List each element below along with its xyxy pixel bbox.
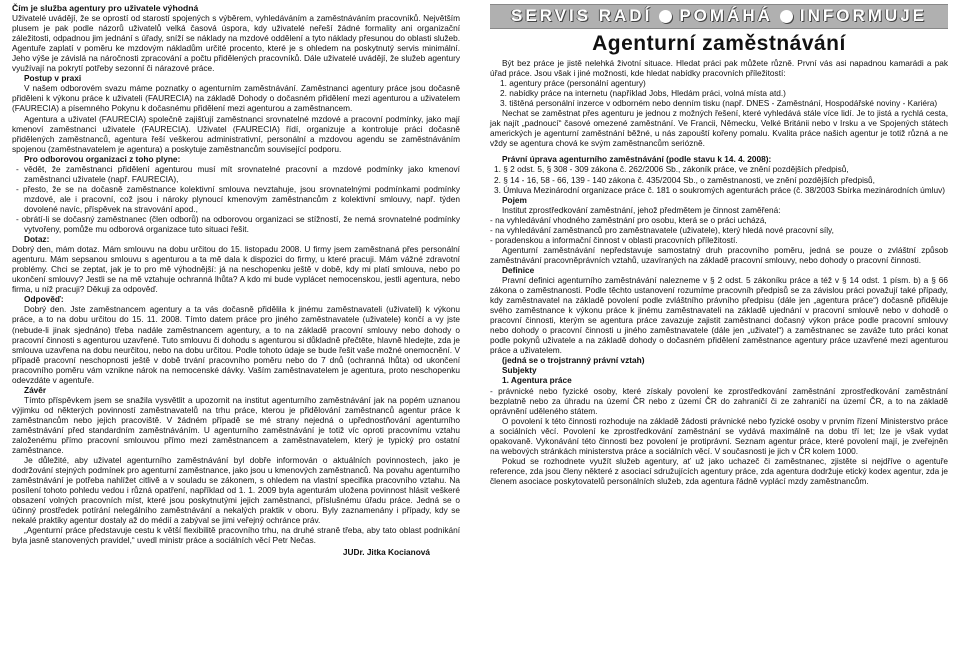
paragraph-intro: Být bez práce je jistě nelehká životní situace. Hledat práci pak můžete různě. První vás asi napadnou kamarádi a pak úřad práce. Jsou však i jiné možnosti, kde hledat nabídky pracovních příležitostí: — [490, 58, 948, 79]
heading-union: Pro odborovou organizaci z toho plyne: — [24, 153, 181, 164]
law-item: 1. § 2 odst. 5, § 308 - 309 zákona č. 262/2006 Sb., zákoník práce, ve znění pozdějších předpisů, — [494, 164, 849, 175]
law-item: 2. § 14 - 16, 58 - 66, 139 - 140 zákona č. 435/2004 Sb., o zaměstnanosti, ve znění pozdějších předpisů, — [494, 174, 875, 185]
right-column — [490, 3, 948, 486]
option-item: 2. nabídky práce na internetu (například Jobs, Hledám práci, volná místa atd.) — [500, 88, 786, 99]
concept-item: - na vyhledávání vhodného zaměstnání pro osobu, která se o práci ucházá, — [490, 214, 767, 225]
heading-subjects: Subjekty — [502, 365, 537, 376]
paragraph-concept: Institut zprostředkování zaměstnání, jehož předmětem je činnost zaměřená: — [502, 204, 781, 215]
concept-item: - poradenskou a informační činnost v oblasti pracovních příležitostí. — [490, 234, 738, 245]
heading-concept: Pojem — [502, 194, 527, 205]
paragraph-benefits: Uživatelé uvádějí, že se oprostí od starostí spojených s výběrem, vyhledáváním a zaměstnáváním pracovníků. Největším plusem je pak podle názorů uživatelů velká časová úspora, kdy uživatelé neřeší žádné formality ani organizační záležitosti, odpadnou jim jednání s úřady, sníží se náklady na mzdové oddělení a tyto náklady přesunou do oblasti služeb. Agentuře zaplatí v poměru ke mzdovým nákladům určité procento, které je s ohledem na poskytnutý servis minimální. Jeho výše je závislá na náročnosti zpracování a počtu přidělených pracovníků. Dále uživatelé uvádějí, že služeb agentury využívají na pokrytí potřeby sezonní či nárazové práce. — [12, 13, 460, 74]
heading-tripartite: (jedná se o trojstranný právní vztah) — [502, 355, 645, 366]
paragraph-answer: Dobrý den. Jste zaměstnancem agentury a ta vás dočasně přidělila k jinému zaměstnavateli (uživateli) k výkonu práce, a to na dobu určitou do 15. 11. 2008. Tímto datem práce pro jiného zaměstnavatele (uživatele) končí a vy jste (nebude-li jinak sjednáno) třeba nadále zaměstnancem agentury, a to na základě pracovní smlouvy nebo dohody o pracovní činnosti s agenturou uzavřené. Tuto smlouvu či dohodu s agenturou si důkladně přečtěte, hlavně hledejte, zda je smlouva uzavřena na dobu neurčitou, nebo na dobu určitou. Podle tohoto údaje se bude řešit vaše možné onemocnění. V případě pracovní neschopnosti ještě v době trvání pracovního poměru nebo do 7 dnů (ochranná lhůta) od ukončení pracovního poměru vám vznikne nárok na nemocenské dávky. Vaším zaměstnavatelem je agentura, proto neschopenku odevzdáte v agentuře. — [12, 304, 460, 385]
servis-banner — [490, 4, 948, 29]
paragraph-practice: V našem odborovém svazu máme poznatky o agenturním zaměstnávání. Zaměstnanci agentury práce jsou dočasně přiděleni k výkonu práce k uživateli (FAURECIA) na základě Dohody o dočasném přidělení mezi agenturou a uživatelem (FAURECIA) a písemného Pokynu k dočasnému přidělení mezi agenturou a zaměstnancem. — [12, 83, 460, 114]
paragraph-quote: „Agenturní práce představuje cestu k větší flexibilitě pracovního trhu, na druhé straně třeba, aby tato oblast podnikání byla jasně stanovených pravidel,“ uvedl ministr práce a sociálních věcí Petr Nečas. — [12, 525, 460, 546]
paragraph-question: Dobrý den, mám dotaz. Mám smlouvu na dobu určitou do 15. listopadu 2008. U firmy jsem zaměstnaná přes personální agenturu. Mám sepsanou smlouvu s agenturou a ta mě dala k dispozici do firmy, u které pracuji. Mám vážné zdravotní problémy. Chci se zeptat, jak je to pro mě výhodnější: já na neschopenku ještě v době, kdy mi platí smlouva, nebo po ukončení smlouvy? Jestli se na mě vztahuje ochranná lhůta? A kdo mi bude vyplácet nemocenskou, jestli agentura, nebo firma, u níž pracuji? Děkuji za odpověď. — [12, 244, 460, 295]
paragraph-employment-type: Agenturní zaměstnávání nepředstavuje samostatný druh pracovního poměru, jedná se pouze o zvláštní způsob zaměstnávání pracovněprávních vztahů, uzavíraných na základě pracovní smlouvy, nebo dohody o pracovní činnosti. — [490, 244, 948, 265]
heading-legal: Právní úprava agenturního zaměstnávání (podle stavu k 14. 4. 2008): — [502, 154, 772, 165]
heading-conclusion: Závěr — [24, 384, 47, 395]
agency-item: - právnické nebo fyzické osoby, které získaly povolení ke zprostředkování zaměstnání zprostředkování zaměstnání bezplatně nebo za úhradu na území ČR nebo z území ČR do zahraničí či ze zahraničí na území ČR, a to na základě oprávnění uděleného státem. — [490, 385, 948, 416]
paragraph-agency-choice: Nechat se zaměstnat přes agenturu je jednou z možných řešení, které vyhledává stále více lidí. Je to jistá a rychlá cesta, jak najít „padnoucí“ časové omezené zaměstnání. Ve Francii, Německu, Velké Británii nebo v Irsku a ve Spojených státech amerických je agenturní zaměstnání běžné, u nás zapouští kořeny pomalu. Kvalita práce našich agentur je totiž různá a ne vždy se agentura chová ke svým zaměstnancům seriózně. — [490, 108, 948, 149]
banner-word: SERVIS RADÍ — [510, 6, 653, 26]
paragraph-definition: Pravní definici agenturního zaměstnávání nalezneme v § 2 odst. 5 zákoníku práce a též v § 14 odst. 1 písm. b) a § 66 zákona o zaměstnanosti. Podle těchto ustanovení rozumíme pracovníh předpisů se za závislou práci považují také případy, kdy zaměstnavatel na základě povolení podle zvláštního právního předpisu (dále jen „agentura práce“) dočasně přiděluje svého zaměstnance k výkonu práce k jinému zaměstnavateli na základě ujednání v pracovní smlouvě nebo v dohodě o pracovní činnosti, kterým se agentura práce zavazuje zajistit zaměstnanci dočasný výkon práce podle pracovní smlouvy nebo dohody o pracovní činnosti u jiného zaměstnavatele (dále jen „uživatel“) a zaměstnanec se zaváže tuto práci konat podle pokynů uživatele a na základě dohody o dočasném přidělení zaměstnance agentury práce uzavřené mezi agenturou práce a uživatelem. — [490, 274, 948, 356]
left-column — [12, 3, 460, 557]
banner-word: POMÁHÁ — [679, 6, 773, 26]
heading-answer: Odpověď: — [24, 294, 64, 305]
heading-practice: Postup v praxi — [24, 73, 82, 84]
union-bullet: - obrátí-li se dočasný zaměstnanec (člen odborů) na odborovou organizaci se stížností, že nemá srovnatelné podmínky vytvořeny, pomůže mu odborová organizace tuto situaci řešit. — [16, 213, 460, 235]
paragraph-conclusion-2: Je důležité, aby uživatel agenturního zaměstnávání byl dobře informován o aktuálních povinnostech, jako je dodržování stejných podmínek pro agenturní zaměstnance, jako jsou u kmenových zaměstnanců. Na povahu agenturního zaměstnávání je potřeba nahlížet citlivě a v souladu se zákonem, s ohledem na vlastní specifika pracovního vztahu. Na posílení tohoto pohledu vedou i různá opatření, například od 1. 1. 2009 byla agenturám uložena povinnost hlásit veškeré obsazení volných pracovních míst, které jsou poskytnutými jejich zaměstnanci, příslušnému úřadu práce. Jedná se o účinný prostředek potírání nelegálního zaměstnávání a nekalých praktik v oboru. Byly zaznamenány i případy, kdy se nekalé praktiky agentur dostaly až do médií a zabýval se jimi veřejný ochránce práv. — [12, 455, 460, 526]
paragraph-references: Pokud se rozhodnete využít služeb agentury, ať už jako uchazeč či zaměstnanec, zjistěte si nejdříve o agentuře reference, zda jsou členy některé z asociací sdružujících agentury práce, zda agentura dodržuje etický kodex agentur, zda je členem asociace poskytovatelů personálních služeb, zda agentura řádně vyplácí mzdy zaměstnancům. — [490, 455, 948, 486]
union-bullet: - vědět, že zaměstnanci přidělení agenturou musí mít srovnatelné pracovní a mzdové podmínky jako kmenoví zaměstnanci uživatele (např. FAURECIA), — [16, 163, 460, 184]
law-item: 3. Úmluva Mezinárodní organizace práce č. 181 o soukromých agenturách práce (č. 38/2003 Sbírka mezinárodních úmluv) — [494, 184, 946, 195]
option-item: 3. tištěná personální inzerce v odborném nebo denním tisku (např. DNES - Zaměstnání, Hospodářské noviny - Kariéra) — [500, 98, 938, 109]
author-signature: JUDr. Jitka Kocianová — [342, 546, 430, 557]
heading-benefits: Čím je služba agentury pro uživatele výhodná — [12, 3, 199, 13]
heading-definition: Definice — [502, 264, 535, 275]
paragraph-permit: O povolení k této činnosti rozhoduje na základě žádosti právnické nebo fyzické osoby v prvním řízení Ministerstvo práce a sociálních věcí. Povolení ke zprostředkování zaměstnání se vydává maximálně na dobu tří let; lze je však vydat opakovaně. Vykonávání této činnosti bez povolení je protiprávní. Seznam agentur práce, které povolení mají, je zveřejněn na webových stránkách ministerstva práce a sociálních věcí. V současnosti je jich v ČR kolem 1000. — [490, 415, 948, 456]
bullet-dot-icon — [659, 10, 672, 23]
paragraph-agency-user: Agentura a uživatel (FAURECIA) společně zajišťují zaměstnanci srovnatelné mzdové a pracovní podmínky, jako mají kmenoví zaměstnanci uživatele (FAURECIA). Uživatel (FAURECIA) řídí, organizuje a kontroluje práci dočasně přidělených zaměstnanců, agentura řeší veškerou administrativní, personální a mzdovou agendu se zaměstnáváním spojenou (zaměstnavatelem je agentura) a poskytuje zaměstnancům související podporu. — [12, 113, 460, 154]
paragraph-conclusion: Tímto příspěvkem jsem se snažila vysvětlit a upozornit na institut agenturního zaměstnávání jak na popém uznanou výjimku od některých povinností zaměstnavatelů na trhu práce, kterou je přidělování zaměstnanců agentur práce k zaměstnancům nebo jejich pracoviště. V žádném případě se mé strany nejedná o upřednostňování agenturního zaměstnávání před standardním zaměstnáváním. U agenturního zaměstnávání je totiž víc oproti pracovnímu vztahu založenému přímo pracovní smlouvou přímo mezi zaměstnancem a zaměstnavatelem, který je typický pro ostatní zaměstnance. — [12, 394, 460, 456]
union-bullet: - přesto, že se na dočasně zaměstnance kolektivní smlouva nevztahuje, jsou srovnatelnými podmínkami podmínky mzdové, ale i pracovní, což jsou i nároky plynoucí kmenovým zaměstnancům z kolektivní smlouvy, např. týden dovolené navíc, příspěvek na stravování apod., — [16, 183, 460, 214]
banner-word: INFORMUJE — [799, 6, 927, 26]
bullet-dot-icon — [780, 10, 793, 23]
option-item: 1. agentury práce (personální agentury) — [500, 78, 646, 89]
heading-agency: 1. Agentura práce — [502, 375, 572, 386]
concept-item: - na vyhledávání zaměstnanců pro zaměstnavatele (uživatele), který hledá nové pracovní síly, — [490, 224, 834, 235]
article-title: Agenturní zaměstnávání — [592, 32, 846, 55]
heading-question: Dotaz: — [24, 234, 50, 245]
